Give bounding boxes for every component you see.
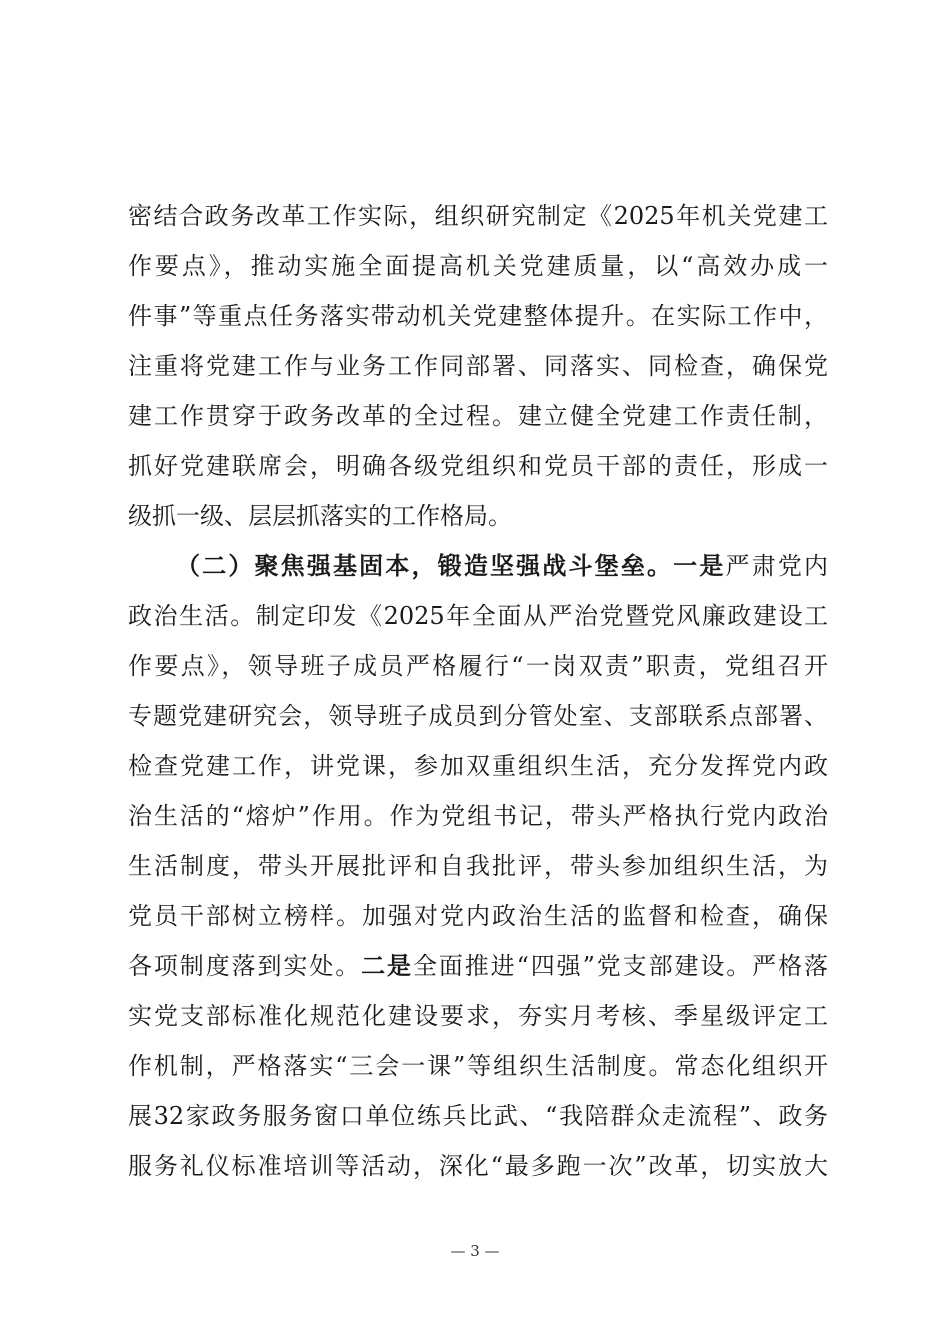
paragraph-line — [128, 941, 828, 991]
point-marker-2: 二是 — [361, 951, 413, 980]
paragraph-line: 服务礼仪标准培训等活动，深化“最多跑一次”改革，切实放大 — [128, 1152, 828, 1180]
paragraph-line: 治生活的“熔炉”作用。作为党组书记，带头严格执行党内政治 — [128, 802, 828, 830]
page-number: — 3 — — [450, 1242, 500, 1260]
point-marker-1: 一是 — [673, 551, 726, 580]
paragraph-line: 密结合政务改革工作实际，组织研究制定《2025年机关党建工 — [128, 202, 828, 230]
paragraph-text: 全面推进“四强”党支部建设。严格落 — [412, 952, 828, 980]
paragraph-line: 实党支部标准化规范化建设要求，夯实月考核、季星级评定工 — [128, 1002, 828, 1030]
paragraph-line — [128, 541, 828, 591]
paragraph-line: 党员干部树立榜样。加强对党内政治生活的监督和检查，确保 — [128, 902, 828, 930]
paragraph-line: 展32家政务服务窗口单位练兵比武、“我陪群众走流程”、政务 — [128, 1102, 828, 1130]
paragraph-line: 生活制度，带头开展批评和自我批评，带头参加组织生活，为 — [128, 852, 828, 880]
paragraph-line: 作要点》，领导班子成员严格履行“一岗双责”职责，党组召开 — [128, 652, 828, 680]
paragraph-line: 注重将党建工作与业务工作同部署、同落实、同检查，确保党 — [128, 352, 828, 380]
paragraph-line: 专题党建研究会，领导班子成员到分管处室、支部联系点部署、 — [128, 702, 828, 730]
paragraph-2 — [128, 541, 828, 1191]
paragraph-line: 级抓一级、层层抓落实的工作格局。 — [128, 502, 512, 530]
body-text — [128, 191, 828, 1191]
paragraph-line: 政治生活。制定印发《2025年全面从严治党暨党风廉政建设工 — [128, 602, 828, 630]
paragraph-line: 作机制，严格落实“三会一课”等组织生活制度。常态化组织开 — [128, 1052, 828, 1080]
paragraph-line: 检查党建工作，讲党课，参加双重组织生活，充分发挥党内政 — [128, 752, 828, 780]
paragraph-1 — [128, 191, 828, 541]
paragraph-text: 各项制度落到实处。 — [128, 952, 362, 980]
paragraph-line: 作要点》，推动实施全面提高机关党建质量，以“高效办成一 — [128, 252, 828, 280]
paragraph-line: 建工作贯穿于政务改革的全过程。建立健全党建工作责任制， — [128, 402, 828, 430]
paragraph-line: 件事”等重点任务落实带动机关党建整体提升。在实际工作中， — [128, 302, 828, 330]
paragraph-line: 抓好党建联席会，明确各级党组织和党员干部的责任，形成一 — [128, 452, 828, 480]
paragraph-text: 严肃党内 — [725, 552, 829, 580]
section-heading: （二）聚焦强基固本，锻造坚强战斗堡垒。 — [176, 551, 674, 580]
